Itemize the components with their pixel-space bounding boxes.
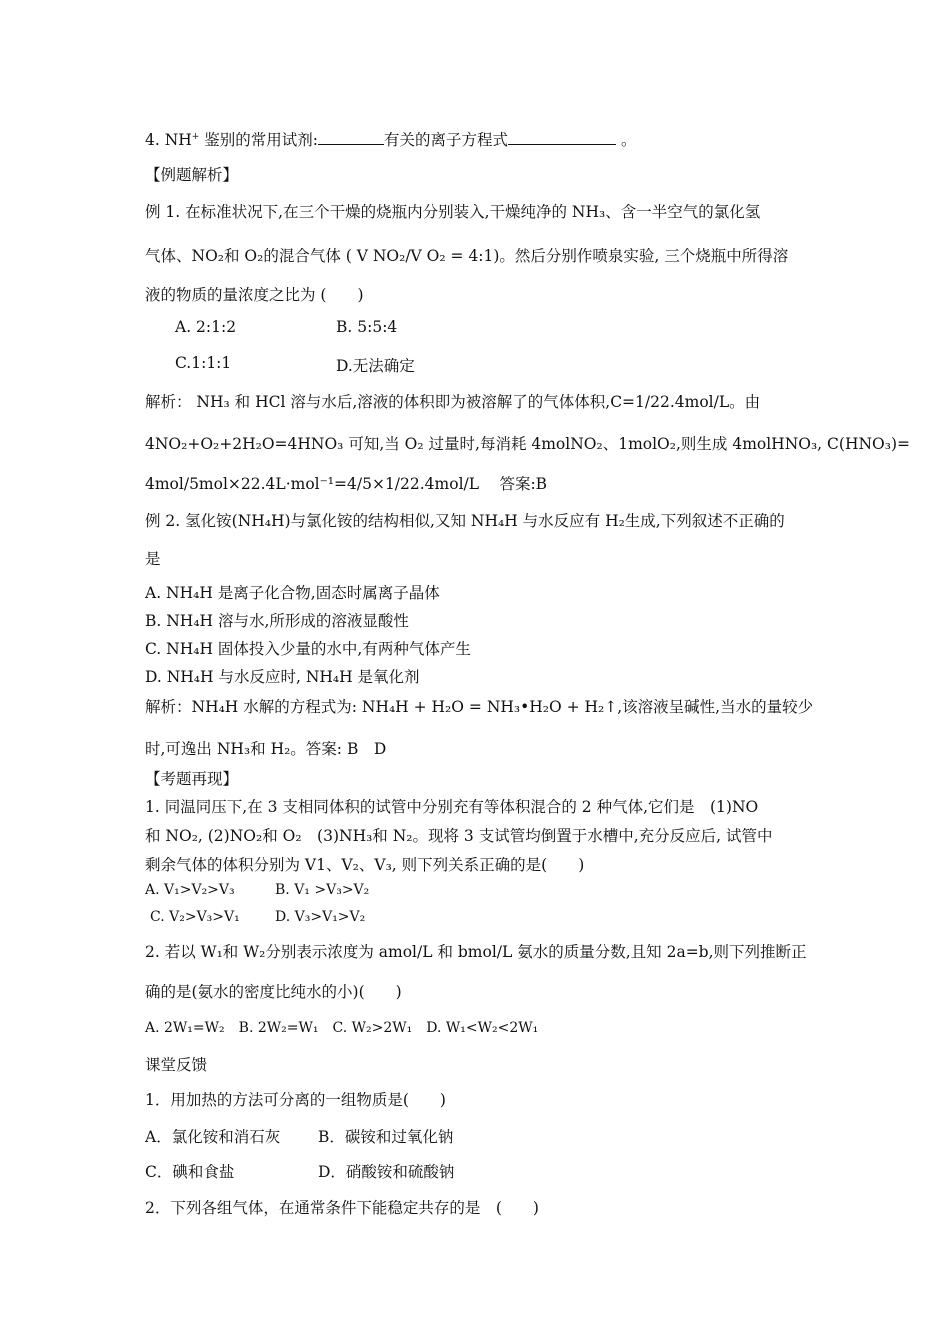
exam1-line1: 1. 同温同压下,在 3 支相同体积的试管中分别充有等体积混合的 2 种气体,它们是 (1)NO: [145, 798, 759, 816]
ex1-option-d: D.无法确定: [336, 357, 415, 375]
reagent-blank[interactable]: [318, 130, 384, 145]
section-exam-heading: 【考题再现】: [145, 770, 239, 788]
section-feedback-heading: 课堂反馈: [145, 1056, 208, 1074]
q4-text1: 鉴别的常用试剂:: [199, 131, 318, 149]
ex1-solution-line3: 4mol/5mol×22.4L·mol⁻¹=4/5×1/22.4mol/L 答案:B: [145, 475, 548, 493]
ex2-option-d: D. NH₄H 与水反应时, NH₄H 是氧化剂: [145, 668, 420, 686]
exam2-line1: 2. 若以 W₁和 W₂分别表示浓度为 amol/L 和 bmol/L 氨水的质量分数,且知 2a=b,则下列推断正: [145, 943, 807, 961]
ex2-option-a: A. NH₄H 是离子化合物,固态时属离子晶体: [145, 584, 440, 602]
ex1-solution-line1: 解析： NH₃ 和 HCl 溶与水后,溶液的体积即为被溶解了的气体体积,C=1/22.4mol/L。由: [145, 393, 761, 411]
exam2-options: A. 2W₁=W₂ B. 2W₂=W₁ C. W₂>2W₁ D. W₁<W₂<2W₁: [145, 1020, 539, 1036]
ex2-line2: 是: [145, 550, 161, 568]
q4-text2: 有关的离子方程式: [384, 131, 509, 149]
question-4: [145, 128, 636, 150]
section-example-heading: 【例题解析】: [145, 166, 239, 184]
exam1-line2: 和 NO₂, (2)NO₂和 O₂ (3)NH₃和 N₂。现将 3 支试管均倒置于水槽中,充分反应后, 试管中: [145, 827, 773, 845]
ex1-option-b: B. 5:5:4: [336, 318, 398, 336]
fb2-line1: 2．下列各组气体，在通常条件下能稳定共存的是 ( ): [145, 1199, 539, 1217]
exam1-line3: 剩余气体的体积分别为 V1、V₂、V₃, 则下列关系正确的是( ): [145, 856, 585, 874]
ex2-solution-line1: 解析：NH₄H 水解的方程式为: NH₄H + H₂O = NH₃•H₂O + H₂↑,该溶液呈碱性,当水的量较少: [145, 698, 814, 716]
q4-text3: 。: [616, 131, 637, 149]
fb1-option-a: A．氯化铵和消石灰: [145, 1128, 281, 1146]
fb1-line1: 1．用加热的方法可分离的一组物质是( ): [145, 1091, 446, 1109]
ex2-option-b: B. NH₄H 溶与水,所形成的溶液显酸性: [145, 612, 409, 630]
ex1-line2: 气体、NO₂和 O₂的混合气体 ( V NO₂/V O₂ = 4:1)。然后分别作喷泉实验, 三个烧瓶中所得溶: [145, 247, 789, 265]
equation-blank[interactable]: [508, 130, 616, 145]
ex1-option-c: C.1:1:1: [175, 354, 232, 372]
ex2-line1: 例 2. 氢化铵(NH₄H)与氯化铵的结构相似,又知 NH₄H 与水反应有 H₂生成,下列叙述不正确的: [145, 512, 785, 530]
fb1-option-d: D．硝酸铵和硫酸钠: [318, 1163, 455, 1181]
exam2-line2: 确的是(氨水的密度比纯水的小)( ): [145, 983, 402, 1001]
ex1-solution-line2: 4NO₂+O₂+2H₂O=4HNO₃ 可知,当 O₂ 过量时,每消耗 4molNO₂、1molO₂,则生成 4molHNO₃, C(HNO₃)=: [145, 435, 910, 453]
exam1-option-b: B. V₁ >V₃>V₂: [275, 882, 370, 898]
fb1-option-b: B．碳铵和过氧化钠: [318, 1128, 454, 1146]
exam1-option-d: D. V₃>V₁>V₂: [275, 909, 366, 925]
exam1-option-a: A. V₁>V₂>V₃: [145, 882, 235, 898]
q4-sup: +: [191, 131, 200, 142]
fb1-option-c: C．碘和食盐: [145, 1163, 235, 1181]
ex2-option-c: C. NH₄H 固体投入少量的水中,有两种气体产生: [145, 640, 471, 658]
ex1-line3: 液的物质的量浓度之比为 ( ): [145, 286, 364, 304]
q4-prefix: 4. NH: [145, 131, 192, 149]
ex1-line1: 例 1. 在标准状况下,在三个干燥的烧瓶内分别装入,干燥纯净的 NH₃、含一半空气的氯化氢: [145, 203, 761, 221]
ex2-solution-line2: 时,可逸出 NH₃和 H₂。答案: B D: [145, 740, 387, 758]
exam1-option-c: C. V₂>V₃>V₁: [150, 909, 240, 925]
ex1-option-a: A. 2:1:2: [175, 318, 237, 336]
